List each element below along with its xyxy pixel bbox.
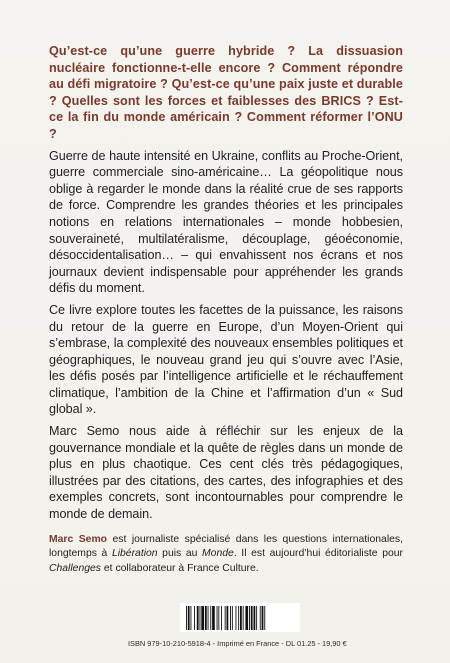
back-cover-text <box>49 43 403 576</box>
author-bio <box>49 533 403 577</box>
paragraph-author-help: Marc Semo nous aide à réfléchir sur les enjeux de la gouvernance mondiale et la quête de règles dans un monde de plus en plus chaotique. Ces cent clés très pédagogiques, illustrées par des citations, des cartes, des infographies et des exemples concrets, sont incontournables pour comprendre le monde de demain. <box>49 424 403 522</box>
barcode-icon <box>186 606 294 630</box>
author-name: Marc Semo <box>49 533 108 545</box>
bio-challenges: Challenges <box>49 562 101 574</box>
paragraph-geopolitics: Guerre de haute intensité en Ukraine, conflits au Proche-Orient, guerre commerciale sino-américaine… La géopolitique nous oblige à regarder le monde dans la réalité crue de ses rapports de force. Comprendre les grandes théories et les principales notions en relations internationales – monde hobbesien, souveraineté, multilatéralisme, découplage, géoéconomie, désoccidentalisation… – qui envahissent nos écrans et nos journaux devient indispensable pour appréhender les grands défis du moment. <box>49 148 403 296</box>
isbn-price-line: ISBN 979-10-210-5918-4 - Imprimé en France - DL 01.25 - 19,90 € <box>128 639 347 648</box>
bio-text-3: . Il est aujourd’hui éditorialiste pour <box>233 548 403 560</box>
paragraph-book-scope: Ce livre explore toutes les facettes de la puissance, les raisons du retour de la guerre en Europe, d’un Moyen-Orient qui s’embrase, la complexité des nouveaux ensembles politiques et géographiques, le nouveau grand jeu qui s’ouvre avec l’Asie, les défis posés par l’intelligence artificielle et le réchauffement climatique, l’ambition de la Chine et l’affirmation d’un « Sud global ». <box>49 302 403 417</box>
barcode <box>180 603 300 632</box>
teaser-questions: Qu’est-ce qu’une guerre hybride ? La dissuasion nucléaire fonctionne-t-elle encore ? Comment répondre au défi migratoire ? Qu’est-ce qu’une paix juste et durable ? Quelles sont les forces et faiblesses des BRICS ? Est-ce la fin du monde américain ? Comment réformer l’ONU ? <box>49 44 403 141</box>
bio-text-1: est journaliste spécialisé dans les questions internationales, longtemps à <box>49 533 403 560</box>
bio-monde: Monde <box>202 548 234 560</box>
bio-liberation: Libération <box>111 548 158 560</box>
bio-text-4: et collaborateur à France Culture. <box>101 562 259 574</box>
bio-text-2: puis au <box>157 548 203 560</box>
